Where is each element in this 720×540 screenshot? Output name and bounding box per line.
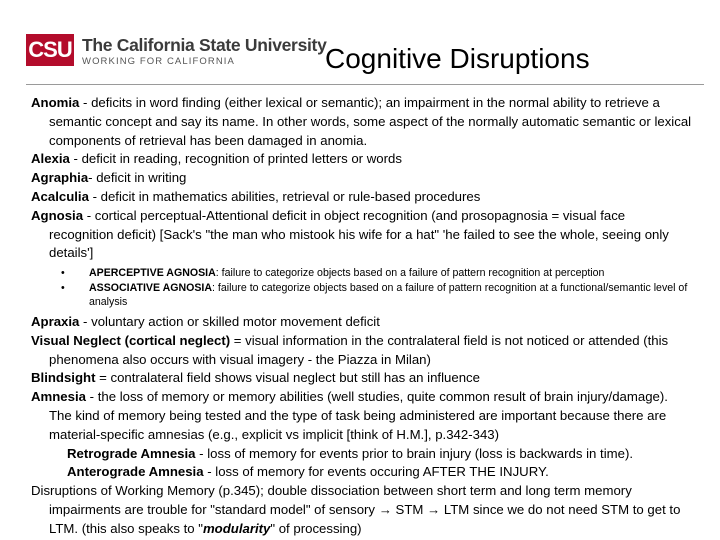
- text-part: Disruptions of Working Memory (p.345); double dissociation between short term and long term memory impairments are trouble for "standard model" of sensory: [31, 483, 632, 517]
- csu-logo-tagline: WORKING FOR CALIFORNIA: [82, 56, 235, 67]
- definition: - deficit in mathematics abilities, retrieval or rule-based procedures: [88, 188, 481, 204]
- term: ASSOCIATIVE AGNOSIA: [89, 281, 213, 294]
- item-agnosia: [31, 207, 693, 263]
- definition: - the loss of memory or memory abilities (well studies, quite common result of brain injury/damage). The kind of memory being tested and the type of task being administered are important because there are material-specific amnesias (e.g., explicit vs implicit [think of H.M.], p.342-343): [49, 389, 668, 442]
- item-apraxia: [31, 313, 693, 332]
- term: Acalculia: [31, 188, 89, 204]
- definition: : failure to categorize objects based on a failure of pattern recognition at perception: [215, 267, 605, 280]
- definition: : failure to categorize objects based on a failure of pattern recognition at a functional/semantic level of analysis: [89, 281, 688, 309]
- item-retrograde-amnesia: [31, 445, 693, 464]
- item-alexia: [31, 150, 693, 169]
- term: Agnosia: [31, 207, 84, 223]
- item-agraphia: [31, 169, 693, 188]
- text-part: " of processing): [270, 520, 362, 536]
- list-item-aperceptive-agnosia: [61, 266, 693, 281]
- definition: - deficit in reading, recognition of printed letters or words: [69, 151, 402, 167]
- item-blindsight: [31, 369, 693, 388]
- definition: - voluntary action or skilled motor movement deficit: [79, 313, 380, 329]
- definition: - loss of memory for events prior to brain injury (loss is backwards in time).: [195, 445, 634, 461]
- bullet: •: [61, 281, 65, 294]
- text-part: LTM since we do not need STM to get to LTM. (this also speaks to ": [49, 501, 681, 536]
- term: Blindsight: [31, 370, 96, 386]
- definition: - cortical perceptual-Attentional deficit in object recognition (and prosopagnosia = visual face recognition deficit) [Sack's "the man who mistook his wife for a hat" 'he failed to see the whole, seeing only details']: [49, 207, 669, 261]
- item-amnesia: [31, 388, 693, 444]
- definition: = visual information in the contralateral field is not noticed or attended (this phenomena also occurs with visual imagery - the Piazza in Milan): [49, 332, 669, 367]
- term: Visual Neglect (cortical neglect): [31, 332, 231, 348]
- csu-logo-name: The California State University: [82, 35, 327, 55]
- item-acalculia: [31, 188, 693, 207]
- list-item-associative-agnosia: [61, 281, 693, 310]
- bullet: •: [61, 267, 65, 280]
- term: Retrograde Amnesia: [67, 445, 196, 461]
- arrow-icon: →: [378, 501, 392, 517]
- definition: = contralateral field shows visual neglect but still has an influence: [95, 370, 480, 386]
- emphasis: modularity: [202, 520, 271, 536]
- definition: - deficits in word finding (either lexical or semantic); an impairment in the normal ability to retrieve a semantic concept and say its name. In other words, some aspect of the normally automatic semantic or lexical components of retrieval has been damaged in anomia.: [49, 95, 692, 148]
- term: Agraphia: [31, 170, 89, 186]
- item-anomia: [31, 94, 693, 150]
- term: Apraxia: [31, 313, 80, 329]
- term: Amnesia: [31, 389, 86, 405]
- term: Anomia: [31, 95, 80, 110]
- csu-logo-mark: CSU: [26, 34, 74, 66]
- term: APERCEPTIVE AGNOSIA: [89, 267, 216, 280]
- arrow-icon: →: [427, 501, 441, 517]
- item-anterograde-amnesia: [31, 463, 693, 482]
- term: Anterograde Amnesia: [67, 464, 204, 480]
- definition: - deficit in writing: [88, 170, 187, 186]
- term: Alexia: [31, 151, 70, 167]
- agnosia-subtypes: [31, 266, 693, 310]
- header-divider: [26, 84, 704, 85]
- definition: - loss of memory for events occuring AFTER THE INJURY.: [203, 464, 549, 480]
- item-working-memory: [31, 482, 693, 538]
- text-part: STM: [391, 501, 428, 517]
- slide-header: [0, 0, 720, 84]
- slide-title: Cognitive Disruptions: [325, 43, 590, 74]
- item-visual-neglect: [31, 332, 693, 370]
- slide-body: [31, 94, 693, 539]
